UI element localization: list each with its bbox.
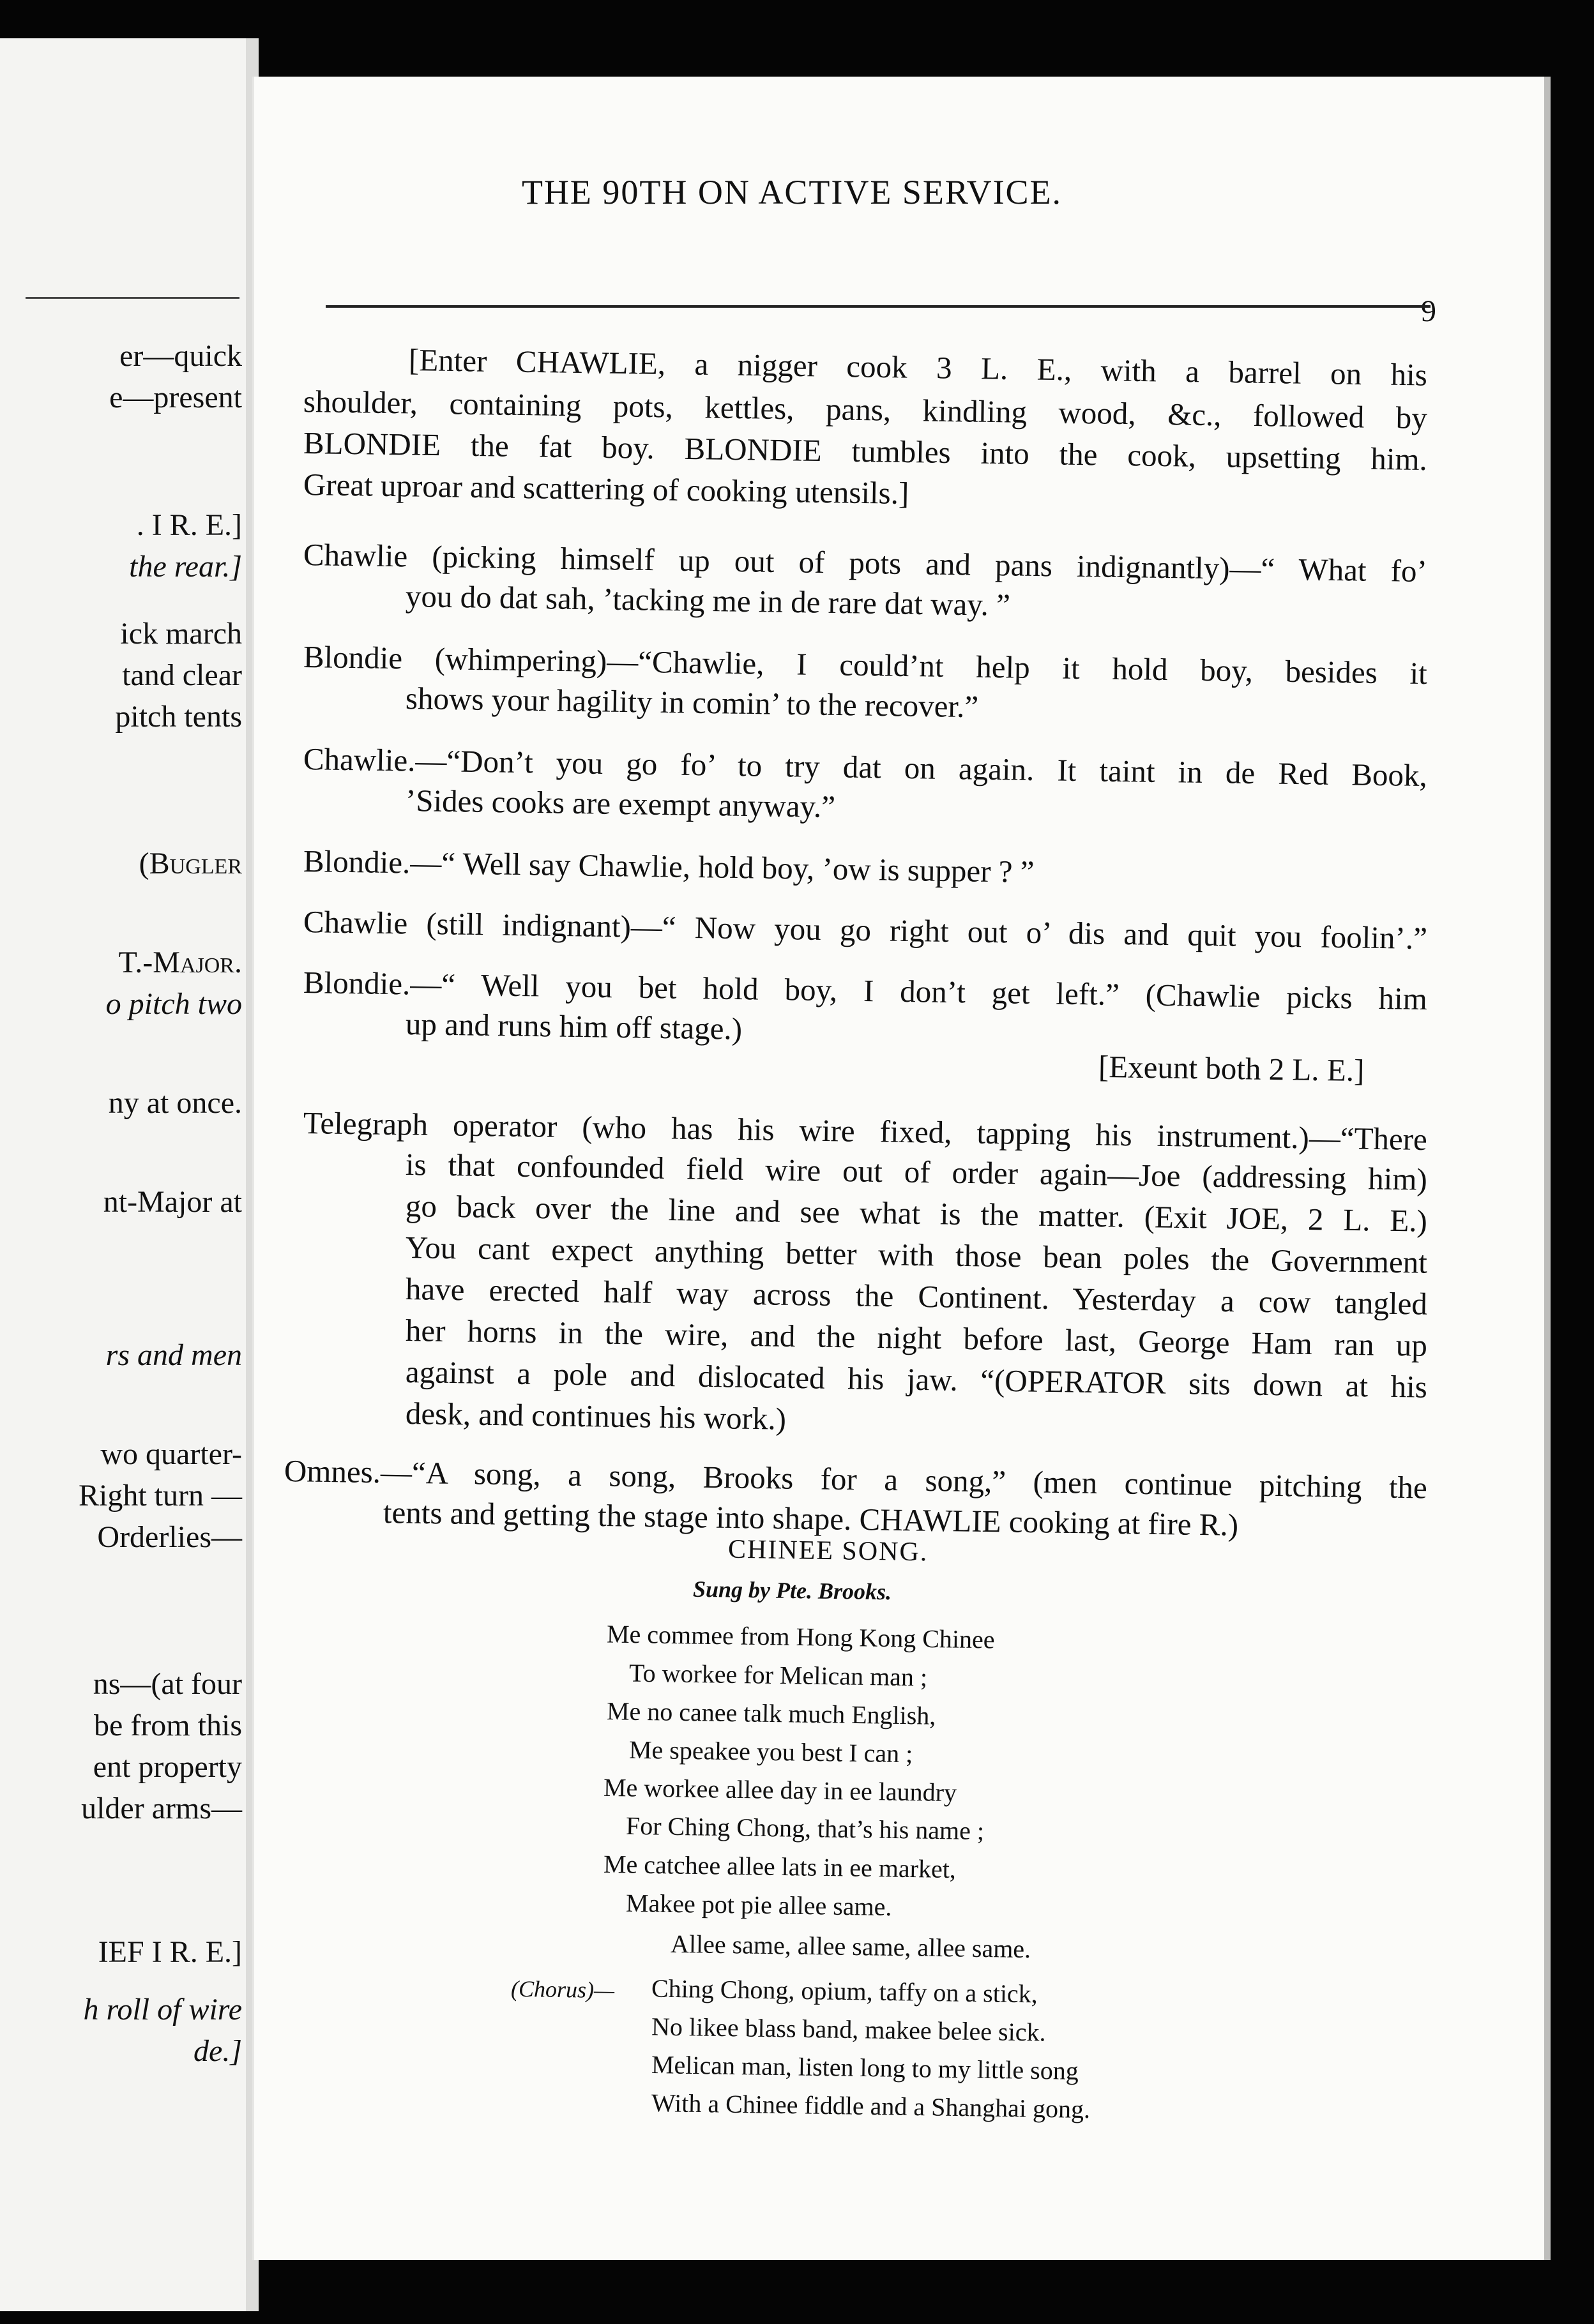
text-line: you do dat sah, ’tacking me in de rare dat way. ” — [405, 578, 1011, 623]
chorus-label: (Chorus)— — [510, 1975, 615, 2003]
song-line: Allee same, allee same, allee same. — [670, 1929, 1031, 1964]
text-line: up and runs him off stage.) — [405, 1006, 743, 1046]
previous-page-rule — [26, 297, 239, 299]
text-line: Chawlie.—“Don’t you go fo’ to try dat on again. It taint in de Red Book, — [303, 741, 1428, 794]
previous-page-line: er—quick — [119, 339, 242, 373]
text-line: Blondie.—“ Well say Chawlie, hold boy, ’ow is supper ? ” — [303, 843, 1035, 889]
song-line: To workee for Melican man ; — [628, 1658, 928, 1692]
text-line: BLONDIE the fat boy. BLONDIE tumbles into the cook, upsetting him. — [303, 425, 1428, 478]
text-line: have erected half way across the Continent. Yesterday a cow tangled — [405, 1271, 1428, 1322]
text-line: Omnes.—“A song, a song, Brooks for a song,” (men continue pitching the — [284, 1453, 1428, 1505]
text-line: Telegraph operator (who has his wire fixed, tapping his instrument.)—“There — [303, 1105, 1428, 1158]
previous-page-line: ent property — [93, 1750, 242, 1784]
song-line: Me catchee allee lats in ee market, — [603, 1849, 957, 1884]
text-line: You cant expect anything better with those bean poles the Government — [405, 1230, 1428, 1280]
previous-page-line: pitch tents — [115, 700, 242, 734]
previous-page-line: h roll of wire — [83, 1993, 242, 2026]
stage-direction-exit: [Exeunt both 2 L. E.] — [1098, 1048, 1365, 1089]
text-line: [Enter CHAWLIE, a nigger cook 3 L. E., with a barrel on his — [408, 342, 1428, 393]
chorus-line: No likee blass band, makee belee sick. — [651, 2012, 1046, 2047]
text-line: ’Sides cooks are exempt anyway.” — [405, 783, 836, 824]
previous-page-line: de.] — [194, 2034, 242, 2068]
text-line: shows your hagility in comin’ to the recover.” — [405, 681, 979, 725]
song-line: Me commee from Hong Kong Chinee — [606, 1619, 995, 1654]
text-line: shoulder, containing pots, kettles, pans, kindling wood, &c., followed by — [303, 384, 1428, 436]
chorus-line: With a Chinee fiddle and a Shanghai gong. — [651, 2088, 1091, 2124]
header-rule — [326, 305, 1431, 308]
previous-page-line: Right turn — — [78, 1479, 242, 1513]
previous-page — [0, 38, 250, 2311]
previous-page-line: rs and men — [105, 1338, 242, 1372]
previous-page-line: ny at once. — [108, 1086, 242, 1120]
previous-page-line: ns—(at four — [93, 1667, 242, 1701]
previous-page-line: be from this — [94, 1709, 242, 1742]
song-line: Makee pot pie allee same. — [625, 1888, 892, 1922]
song-line: Me speakee you best I can ; — [628, 1735, 913, 1769]
previous-page-line: . I R. E.] — [136, 508, 242, 542]
text-line: tents and getting the stage into shape. CHAWLIE cooking at fire R.) — [383, 1495, 1239, 1543]
text-line: Chawlie (picking himself up out of pots and pans indignantly)—“ What fo’ — [303, 537, 1428, 589]
song-line: Me no canee talk much English, — [606, 1696, 936, 1730]
text-line: her horns in the wire, and the night before last, George Ham ran up — [405, 1313, 1428, 1363]
text-line: is that confounded field wire out of order again—Joe (addressing him) — [405, 1147, 1428, 1197]
text-line: Blondie.—“ Well you bet hold boy, I don’t get left.” (Chawlie picks him — [303, 965, 1428, 1017]
previous-page-line: the rear.] — [129, 550, 242, 584]
previous-page-line: e—present — [109, 381, 242, 414]
previous-page-line: ick march — [120, 617, 242, 651]
chorus-line: Ching Chong, opium, taffy on a stick, — [651, 1973, 1038, 2009]
previous-page-line: ulder arms— — [81, 1792, 242, 1825]
song-subtitle: Sung by Pte. Brooks. — [692, 1576, 892, 1605]
text-line: Blondie (whimpering)—“Chawlie, I could’nt help it hold boy, besides it — [303, 639, 1428, 691]
text-line: against a pole and dislocated his jaw. “(OPERATOR sits down at his — [405, 1354, 1428, 1405]
previous-page-line: T.-Major. — [118, 946, 242, 979]
text-line: desk, and continues his work.) — [405, 1396, 787, 1437]
text-line: Chawlie (still indignant)—“ Now you go right out o’ dis and quit you foolin’.” — [303, 904, 1428, 956]
previous-page-line: wo quarter- — [100, 1437, 242, 1471]
song-line: Me workee allee day in ee laundry — [603, 1772, 957, 1807]
text-line: Great uproar and scattering of cooking utensils.] — [303, 467, 909, 511]
running-header: THE 90TH ON ACTIVE SERVICE. — [521, 173, 1063, 211]
chorus-line: Melican man, listen long to my little song — [651, 2050, 1079, 2085]
page-number: 9 — [1421, 294, 1436, 328]
previous-page-line: (Bugler — [139, 847, 242, 880]
previous-page-line: Orderlies— — [97, 1520, 242, 1554]
text-line: go back over the line and see what is the matter. (Exit JOE, 2 L. E.) — [405, 1188, 1428, 1239]
song-line: For Ching Chong, that’s his name ; — [625, 1811, 985, 1846]
previous-page-line: nt-Major at — [103, 1185, 242, 1219]
song-title: CHINEE SONG. — [727, 1534, 929, 1567]
previous-page-line: tand clear — [122, 658, 242, 692]
previous-page-line: IEF I R. E.] — [98, 1935, 242, 1969]
previous-page-line: o pitch two — [105, 987, 242, 1021]
